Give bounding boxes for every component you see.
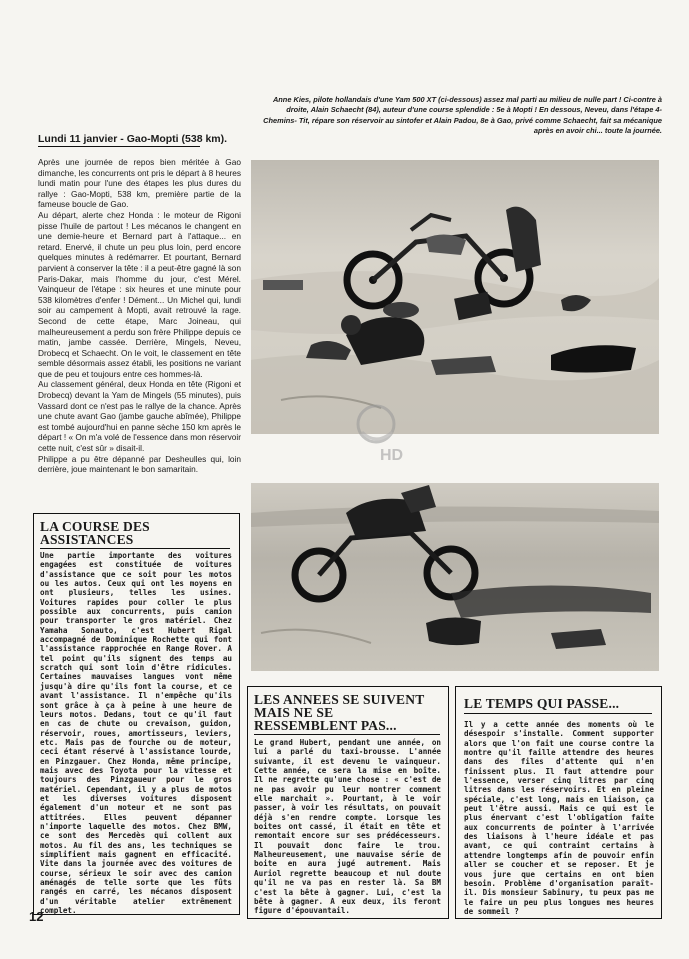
sidebar-box-temps (455, 686, 662, 919)
photo-motorcycle-desert (251, 483, 659, 671)
box-title-rule (254, 734, 440, 735)
box-title: LA COURSE DES ASSISTANCES (40, 519, 150, 547)
box-title: LES ANNEES SE SUIVENT MAIS NE SE RESSEMBLENT PAS... (254, 692, 425, 733)
main-article (38, 157, 241, 475)
day-heading-underline (38, 146, 200, 147)
photo-caption: Anne Kies, pilote hollandais d'une Yam 500 XT (ci-dessous) assez mal parti au milieu de nulle part ! Ci-contre à droite, Alain Schaecht (84), auteur d'une course splendide : 5e à Mopti ! En dessous, Neveu, dans l'étape 4-Chemins- Tit, répare son réservoir au sintofer et Alain Padou, 8e à Gao, privé comme Schaecht, fait sa mécanique après en avoir chi... toute la journée. (263, 95, 662, 136)
box-title-rule (40, 548, 230, 549)
main-paragraph: Après une journée de repos bien méritée à Gao dimanche, les concurrents ont pris le départ à 8 heures lundi matin pour l'une des étapes les plus dures du rallye : Gao-Mopti, 538 km, première partie de la fameuse boucle de Gao. (38, 157, 241, 210)
sidebar-box-annees (247, 686, 449, 919)
box-body: Il y a cette année des moments où le désespoir s'installe. Comment supporter alors que l'on fait une course contre la montre qu'il faille attendre des heures dans des files d'attente qui n'en finissent plus. Il faut attendre pour l'essence, verser cinq litres par cinq litres dans les réservoirs. Et en pleine spéciale, c'est long, mais en liaison, ça peut l'être aussi. Mais ce qui est le plus énervant c'est l'obligation faite aux concurrents de pointer à l'arrivée des liaisons à l'heure idéale et pas avant, ce qui contraint certains à attendre longtemps afin de pouvoir enfin aller se coucher et se reposer. Et je vous jure que certains en ont bien besoin. Problème d'organisation paraît-il. Dis monsieur Sabinury, tu peux pas me le faire un peu plus longues mes heures de sommeil ? (464, 720, 654, 916)
watermark-text: HD (380, 447, 404, 464)
box-body: Le grand Hubert, pendant une année, on lui a parlé du taxi-brousse. L'année suivante, il est devenu le vainqueur. Cette année, ce sera la mise en boîte. Il ne regrette qu'une chose : « c'est de ne pas avoir pu leur montrer comment elle marchait ». Pourtant, à le voir passer, à voir les résultats, on pouvait déjà s'en rendre compte. Lorsque les boites ont cassé, il était en tête et remontait encore sur ses prédécesseurs. Il pouvait donc faire le trou. Malheureusement, une mauvaise série de boite en aura jugé autrement. Mais Auriol regrette beaucoup et nul doute qu'il ne va pas en rester là. Sa BM c'est la bête à gagner. Lui, c'est la bête à gagner. A eux deux, ils feront figure d'épouvantail. (254, 738, 441, 916)
photo-desert-repair-graphic (251, 160, 659, 434)
page-number: 12 (29, 909, 44, 924)
main-paragraph: Au classement général, deux Honda en tête (Rigoni et Drobecq) devant la Yam de Mingels (55 minutes), puis Vassard dont ce n'est pas le rallye de la chance. Après une chute avant Gao (jambe gauche abîmée), Philippe est tombé aujourd'hui en panne sèche 150 km après le départ ! « On m'a volé de l'essence dans mon réservoir cette nuit, c'est sûr » disait-il. (38, 379, 241, 454)
box-title: LE TEMPS QUI PASSE... (464, 696, 620, 711)
watermark-logo (346, 402, 410, 464)
photo-desert-repair (251, 160, 659, 434)
box-body: Une partie importante des voitures engagées est constituée de voitures d'assistance que ce soit pour les motos ou les autos. Ceux qui ont les moyens en ont plusieurs, telles les usines. Voitures rapides pour coller le plus possible aux concurrents, puis camion pour transporter le gros matériel. Chez Yamaha Sonauto, c'est Hubert Rigal accompagné de Dominique Rochette qui font l'assistance rapprochée en Range Rover. A tel point qu'ils signent des temps au scratch qui sont loin d'être ridicules. Certaines mauvaises langues vont même jusqu'à dire qu'ils font la course, et ce avant l'assistance. Il n'empêche qu'ils sont grâce à ça à peine à une heure de leurs motos. Dedans, tout ce qu'il faut en cas de chute ou crevaison, guidon, réservoir, roues, amortisseurs, leviers, etc. Mais pas de fourche ou de moteur, ceci étant réservé à l'assistance lourde, en Pinzgauer. Chez Honda, même principe, mais avec des Toyota pour la vitesse et toujours des Pinzgaueur pour le gros matériel. Cependant, il y a plus de motos et les diverses voitures disposent également d'un moteur et ne sont pas attitrées. Elles peuvent dépanner n'importe laquelle des motos. Chez BMW, ce sont des Mercedès qui collent aux motos. Au fil des ans, les techniques se simplifient mais gagnent en efficacité. Vite dans la journée avec des voitures de course, sérieux le soir avec des camion aménagés de telle sorte que les fûts rangés en carré, les mécanos disposent d'un véritable atelier extrêmement complet. (40, 551, 232, 916)
main-paragraph: Philippe a pu être dépanné par Desheulles qui, loin derrière, joue maintenant le bon samaritain. (38, 453, 241, 475)
sidebar-box-assistances (33, 513, 240, 915)
day-heading: Lundi 11 janvier - Gao-Mopti (538 km). (38, 133, 228, 145)
watermark-helmet-icon (346, 402, 410, 464)
main-paragraph: Au départ, alerte chez Honda : le moteur de Rigoni pisse l'huile de partout ! Les mécanos le changent en une demie-heure et Bernard part à l'attaque... en retard. Enervé, il chute un peu plus loin, perd encore quelques minutes à redémarrer. Et pourtant, Bernard parvient à conserver la tête : il a peut-être gagné là son Paris-Dakar, mais l'homme du jour, c'est Mérel. Vainqueur de l'étape : six heures et une minute pour 538 kilomètres d'enfer ! Dément... Un Michel qui, lundi soir au campement à Mopti, avait retrouvé la rage. Second de cette étape, Marc Joineau, qui malheureusement a perdu son frère Philippe depuis ce matin, jambe cassée. Derrière, Mingels, Neveu, Drobecq et Schaecht. On le voit, le classement en tête semble désormais assez établi, les positions ne variant que de peu et toujours entre ces hommes-là. (38, 209, 241, 379)
box-title-rule (464, 713, 652, 714)
photo-motorcycle-desert-graphic (251, 483, 659, 671)
